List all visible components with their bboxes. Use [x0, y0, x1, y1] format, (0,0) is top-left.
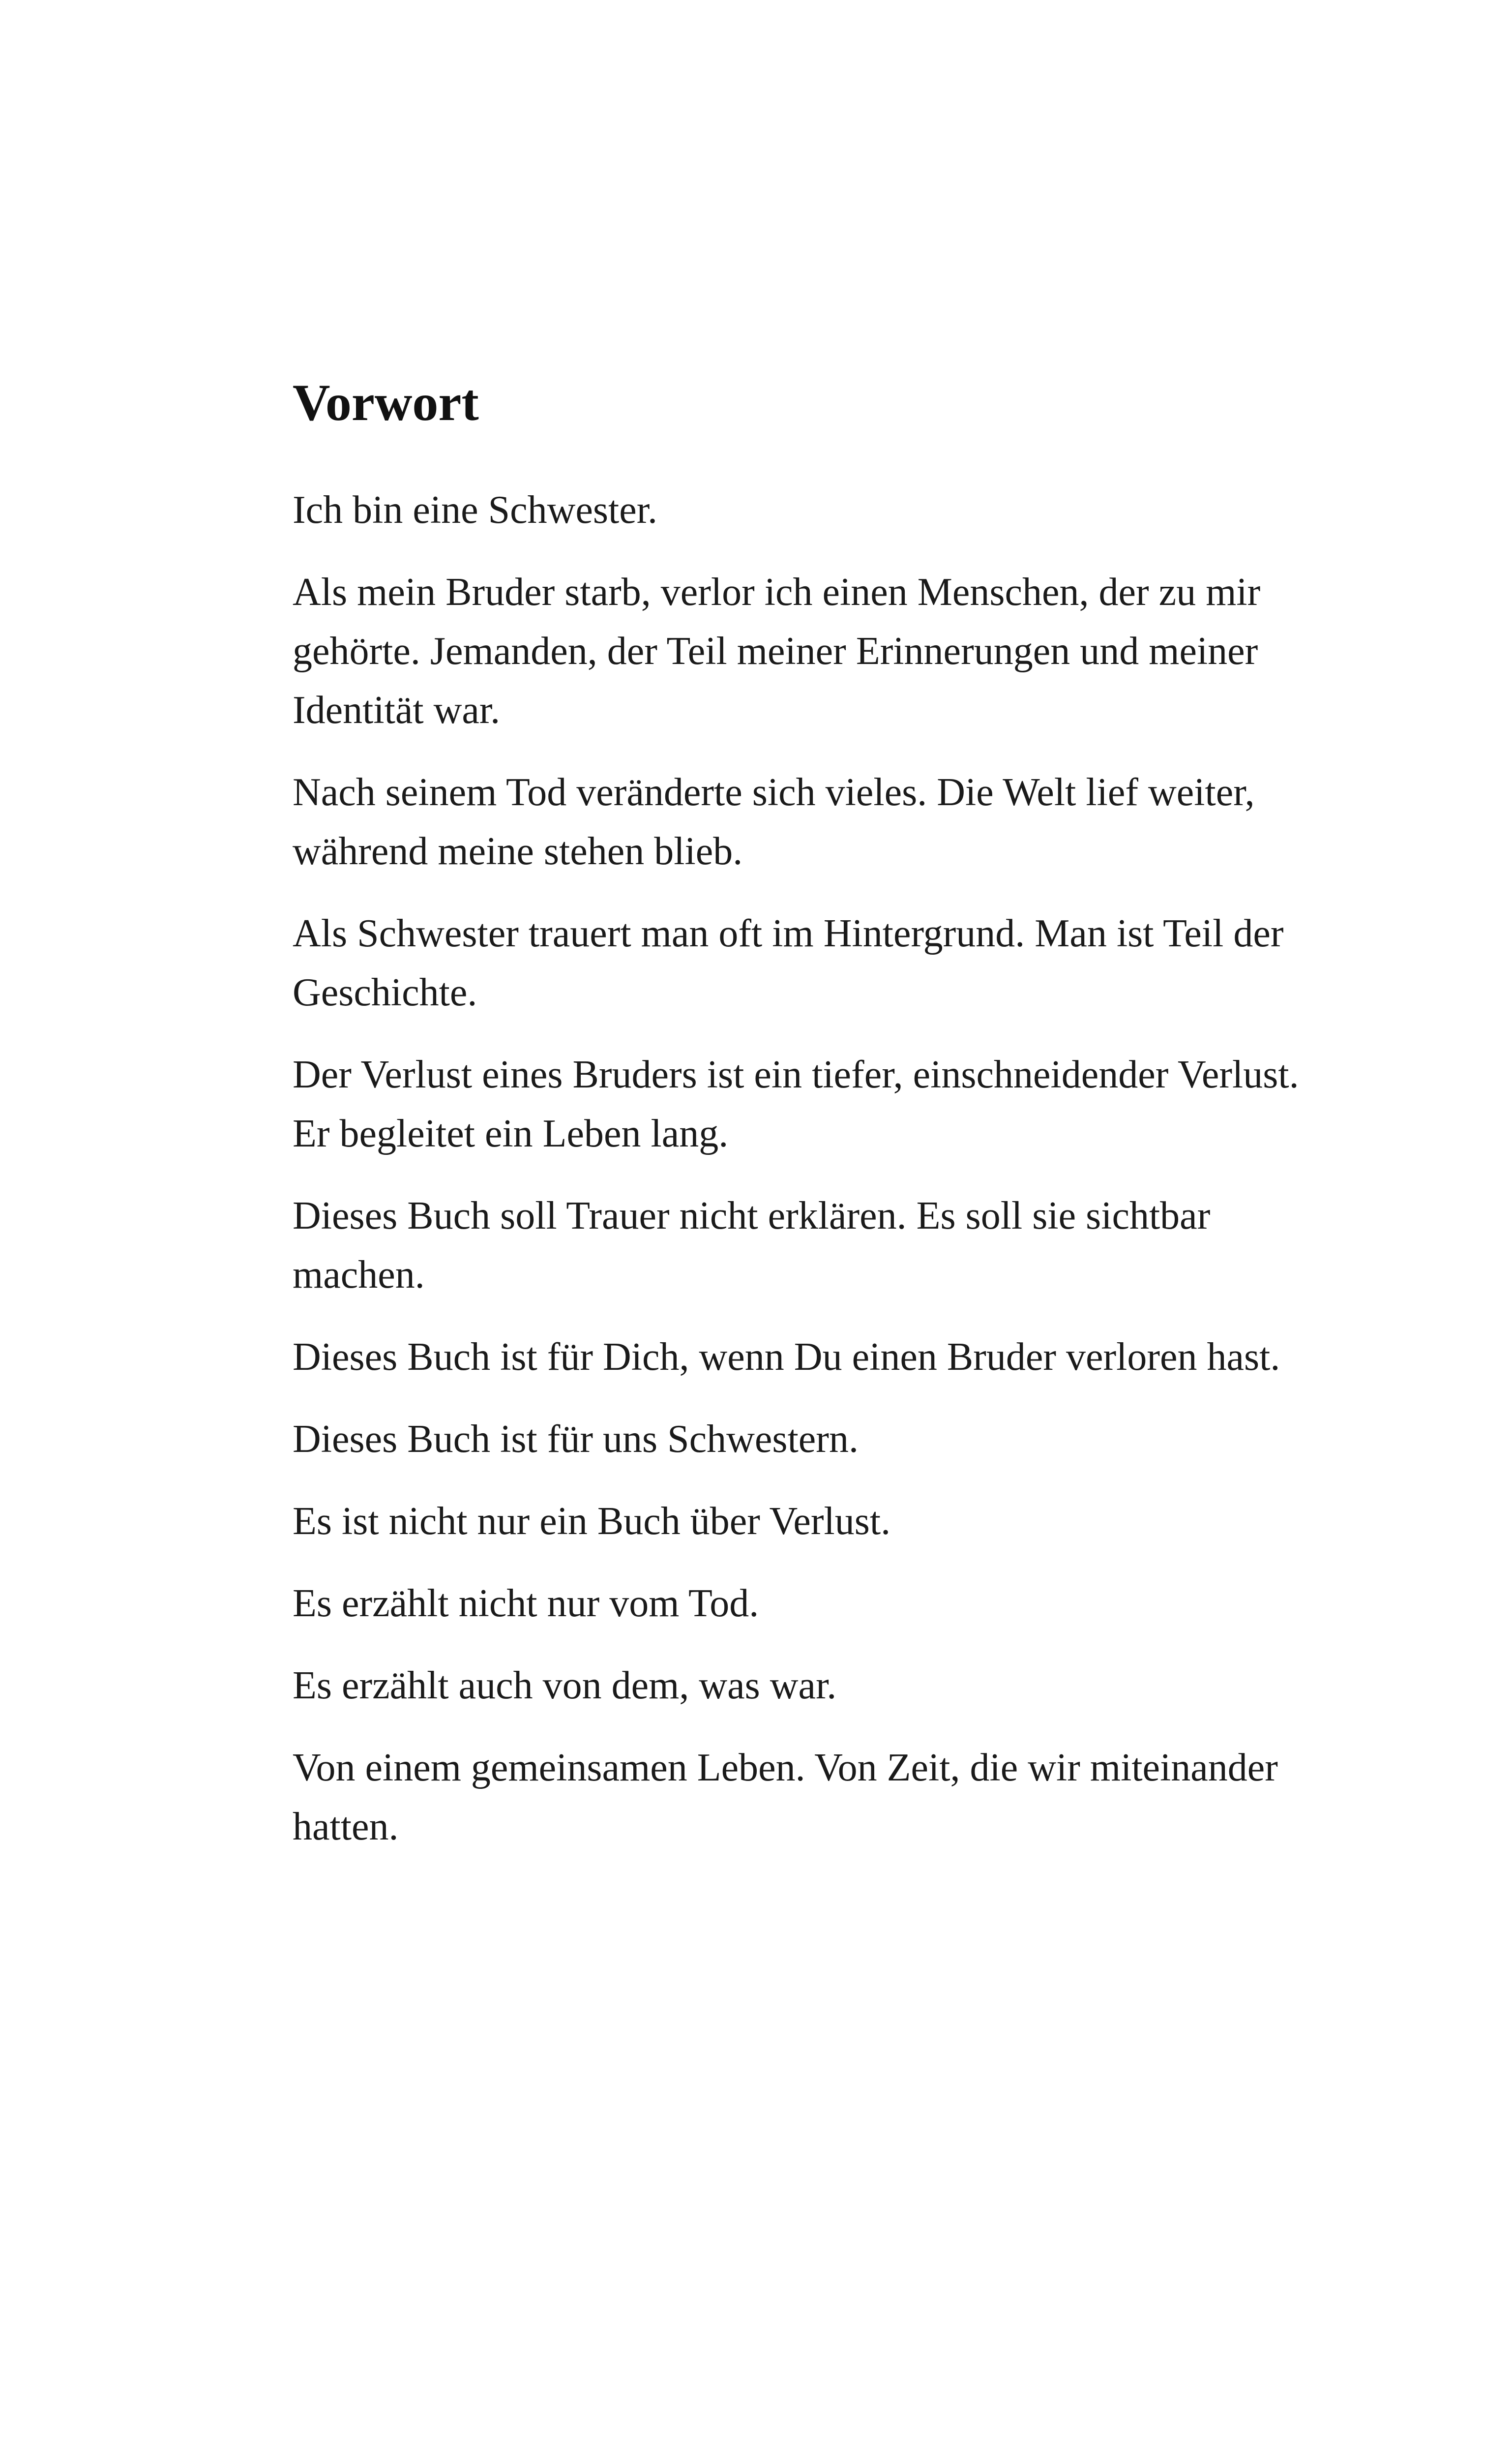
paragraph: Nach seinem Tod veränderte sich vieles. Die Welt lief weiter, während meine stehen blieb. [293, 771, 1255, 874]
paragraph: Als mein Bruder starb, verlor ich einen Menschen, der zu mir gehörte. Jemanden, der Teil meiner Erinnerungen und meiner Identität war. [293, 571, 1261, 732]
page-content [293, 371, 1335, 1879]
paragraph: Ich bin eine Schwester. [293, 488, 657, 532]
paragraph: Dieses Buch ist für uns Schwestern. [293, 1418, 859, 1461]
paragraph: Es erzählt nicht nur vom Tod. [293, 1582, 759, 1626]
paragraph: Dieses Buch soll Trauer nicht erklären. Es soll sie sichtbar machen. [293, 1194, 1211, 1297]
page-title: Vorwort [293, 374, 479, 431]
paragraph: Dieses Buch ist für Dich, wenn Du einen Bruder verloren hast. [293, 1335, 1280, 1379]
paragraph: Der Verlust eines Bruders ist ein tiefer, einschneidender Verlust. Er begleitet ein Leben lang. [293, 1053, 1299, 1156]
paragraph: Von einem gemeinsamen Leben. Von Zeit, die wir miteinander hatten. [293, 1746, 1278, 1849]
paragraph: Als Schwester trauert man oft im Hintergrund. Man ist Teil der Geschichte. [293, 912, 1284, 1015]
paragraph: Es ist nicht nur ein Buch über Verlust. [293, 1500, 891, 1543]
paragraph: Es erzählt auch von dem, was war. [293, 1664, 837, 1708]
